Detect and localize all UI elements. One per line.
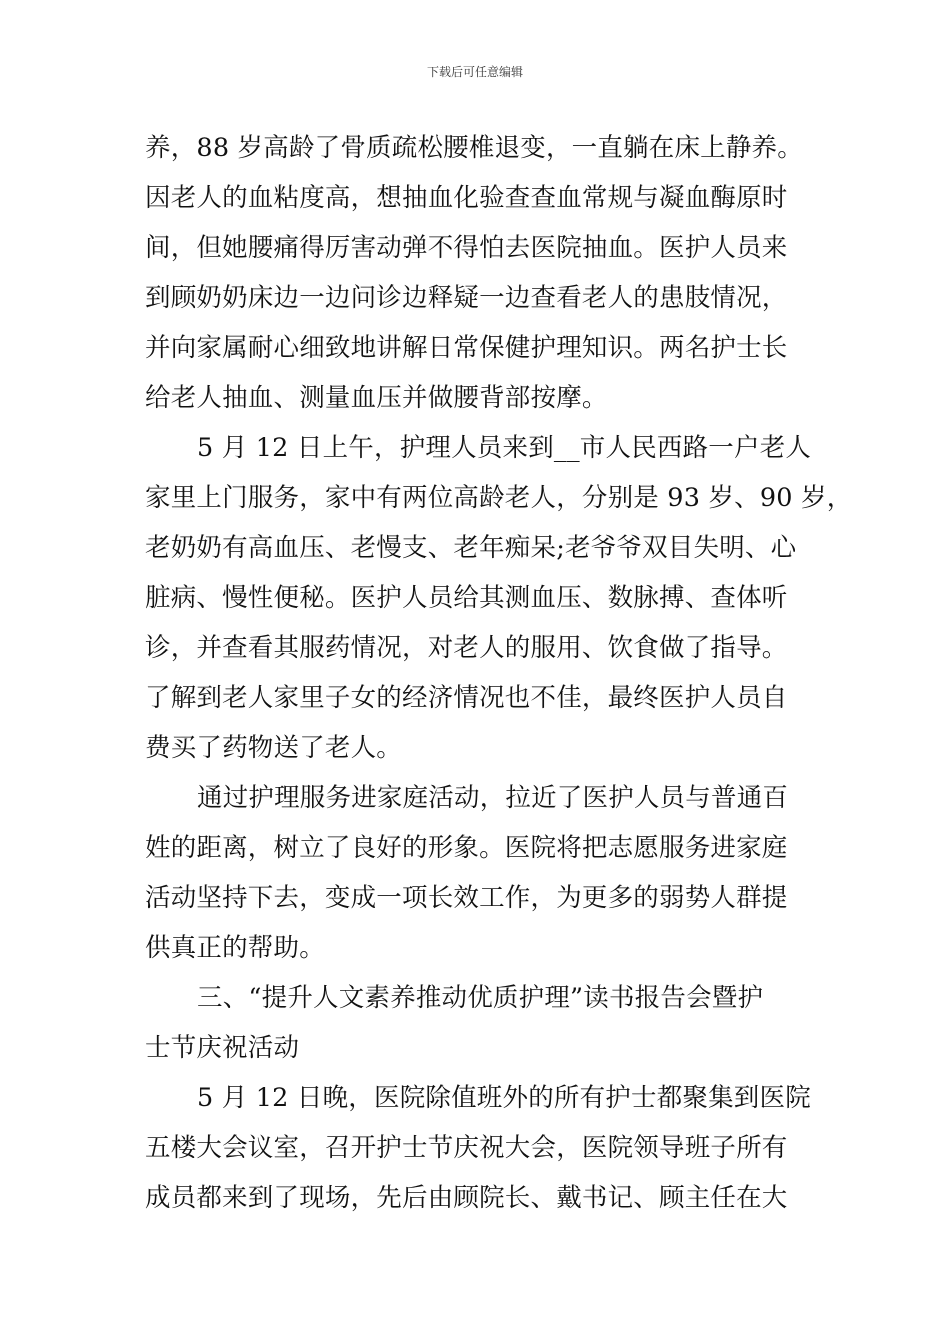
text-line: 并向家属耐心细致地讲解日常保健护理知识。两名护士长 <box>145 333 788 363</box>
text-line: 家里上门服务，家中有两位高龄老人，分别是 93 岁、90 岁， <box>145 483 853 513</box>
text-line: 诊，并查看其服药情况，对老人的服用、饮食做了指导。 <box>145 633 788 663</box>
document-body <box>145 128 853 1228</box>
section-heading-line: 三、“提升人文素养推动优质护理”读书报告会暨护 <box>197 983 764 1013</box>
text-line: 成员都来到了现场，先后由顾院长、戴书记、顾主任在大 <box>145 1183 788 1213</box>
page-header: 下载后可任意编辑 <box>426 65 523 79</box>
text-line: 姓的距离，树立了良好的形象。医院将把志愿服务进家庭 <box>145 833 788 863</box>
text-line: 5 月 12 日上午，护理人员来到__市人民西路一户老人 <box>197 433 812 463</box>
text-line: 给老人抽血、测量血压并做腰背部按摩。 <box>145 383 608 413</box>
text-line: 供真正的帮助。 <box>145 933 325 963</box>
text-line: 老奶奶有高血压、老慢支、老年痴呆;老爷爷双目失明、心 <box>145 533 797 563</box>
text-line: 五楼大会议室，召开护士节庆祝大会，医院领导班子所有 <box>145 1133 788 1163</box>
text-line: 了解到老人家里子女的经济情况也不佳，最终医护人员自 <box>145 683 788 713</box>
text-line: 5 月 12 日晚，医院除值班外的所有护士都聚集到医院 <box>197 1083 811 1113</box>
text-line: 间，但她腰痛得厉害动弹不得怕去医院抽血。医护人员来 <box>145 233 788 263</box>
text-line: 活动坚持下去，变成一项长效工作，为更多的弱势人群提 <box>145 883 788 913</box>
text-line: 到顾奶奶床边一边问诊边释疑一边查看老人的患肢情况， <box>145 283 788 313</box>
text-line: 脏病、慢性便秘。医护人员给其测血压、数脉搏、查体听 <box>145 583 788 613</box>
text-line: 养，88 岁高龄了骨质疏松腰椎退变，一直躺在床上静养。 <box>145 133 803 163</box>
section-heading-line: 士节庆祝活动 <box>145 1033 300 1063</box>
text-line: 费买了药物送了老人。 <box>145 733 403 763</box>
text-line: 因老人的血粘度高，想抽血化验查查血常规与凝血酶原时 <box>145 183 788 213</box>
text-line: 通过护理服务进家庭活动，拉近了医护人员与普通百 <box>197 783 789 813</box>
